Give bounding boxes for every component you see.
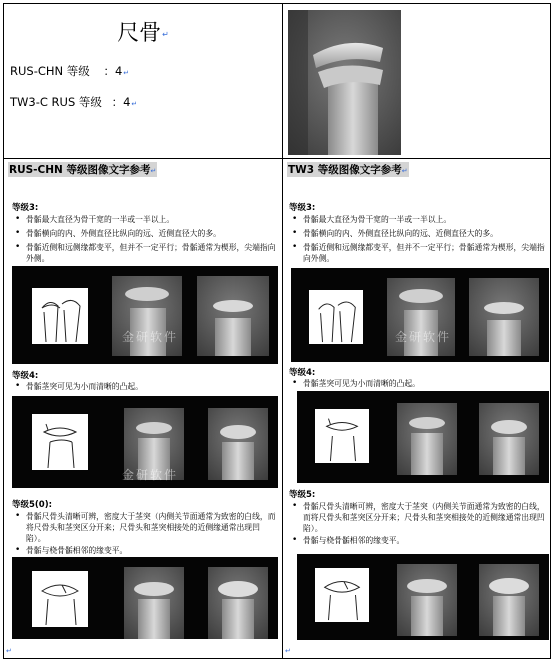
- rus-grade3-bullet-2: • 骨骺横向的内、外侧直径比纵向的远、近侧直径大的多。: [12, 228, 277, 239]
- grade3-xray-2: [469, 278, 539, 356]
- rus-grade-line: RUS-CHN 等级 ：4↵: [10, 64, 130, 78]
- rus-grade3-figure: [12, 266, 278, 364]
- rus-grade3-bullet-1: • 骨骺最大直径为骨干宽的一半或一半以上。: [12, 214, 277, 225]
- grade4-xray-1: [397, 403, 457, 475]
- rus-grade5-figure: [12, 557, 278, 639]
- rus-chn-column: [4, 159, 282, 658]
- rus-grade5-title: 等级5(0):: [12, 500, 52, 510]
- grade5-xray-1: [124, 567, 184, 639]
- tw3-grade4-title: 等级4:: [289, 368, 316, 378]
- tw3-grade5-bullet-2: • 骨骺与桡骨骺相邻的缘变平。: [289, 535, 547, 546]
- header-cell: [4, 4, 282, 158]
- rus-grade4-title: 等级4:: [12, 371, 39, 381]
- tw3-grade5-bullet-1: • 骨骺尺骨头清晰可辨，密度大于茎突（内侧关节面通常为致密的白线，而将尺骨头和茎突区分开来；尺骨头和茎突相接处的近侧缘通常出现凹陷）。: [289, 501, 547, 534]
- watermark: 金研软件: [122, 330, 179, 344]
- grade5-xray-2: [208, 567, 268, 639]
- tw3-grade-value: ：4: [111, 95, 131, 109]
- tw3-grade4-bullet-1: • 骨骺茎突可见为小而清晰的凸起。: [289, 378, 547, 389]
- watermark: 金研软件: [122, 468, 179, 482]
- tw3-column: [283, 159, 552, 658]
- tw3-grade5-figure: [297, 554, 549, 640]
- rus-grade-label: RUS-CHN 等级: [10, 64, 90, 78]
- tw3-grade4-figure: [297, 391, 549, 483]
- grade5-xray-1: [397, 564, 457, 636]
- ulna-xray-image: [288, 10, 401, 155]
- rus-grade3-bullet-3: • 骨骺近侧和远侧缘都变平，但并不一定平行；骨骺通常为楔形，尖端指向外侧。: [12, 242, 277, 264]
- grade3-sketch: [309, 290, 363, 344]
- tw3-grade5-title: 等级5:: [289, 490, 316, 500]
- grade4-sketch: [32, 414, 88, 470]
- grade5-sketch: [315, 568, 369, 622]
- rus-grade5-bullet-2: • 骨骺与桡骨骺相邻的缘变平。: [12, 545, 277, 556]
- tw3-grade3-bullet-1: • 骨骺最大直径为骨干宽的一半或一半以上。: [289, 214, 547, 225]
- grade3-sketch: [32, 288, 88, 344]
- grade5-xray-2: [479, 564, 539, 636]
- page-title: 尺骨↵: [117, 21, 169, 46]
- tw3-heading: TW3 等级图像文字参考↵: [288, 164, 408, 176]
- grade4-sketch: [315, 409, 369, 463]
- grade4-xray-2: [479, 403, 539, 475]
- rus-grade4-bullet-1: • 骨骺茎突可见为小而清晰的凸起。: [12, 381, 277, 392]
- grade5-sketch: [32, 571, 88, 627]
- tw3-grade3-figure: [291, 268, 549, 362]
- watermark: 金研软件: [395, 330, 452, 344]
- tw3-grade3-bullet-2: • 骨骺横向的内、外侧直径比纵向的远、近侧直径大的多。: [289, 228, 547, 239]
- document-page: [3, 3, 551, 659]
- rus-grade3-title: 等级3:: [12, 203, 39, 213]
- tw3-grade-label: TW3-C RUS 等级: [10, 95, 102, 109]
- tw3-grade3-bullet-3: • 骨骺近侧和远侧缘都变平，但并不一定平行；骨骺通常为楔形，尖端指向外侧。: [289, 242, 547, 264]
- paragraph-mark: ↵: [285, 647, 291, 655]
- grade3-xray-2: [197, 276, 269, 356]
- paragraph-mark: ↵: [6, 647, 12, 655]
- rus-grade4-figure: [12, 396, 278, 488]
- rus-chn-heading: RUS-CHN 等级图像文字参考↵: [9, 164, 157, 176]
- rus-grade5-bullet-1: • 骨骺尺骨头清晰可辨，密度大于茎突（内侧关节面通常为致密的白线，而将尺骨头和茎突区分开来；尺骨头和茎突相接处的近侧缘通常出现凹陷）。: [12, 511, 277, 544]
- tw3-grade-line: TW3-C RUS 等级 ：4↵: [10, 95, 138, 109]
- rus-grade-value: ：4: [103, 64, 123, 78]
- tw3-grade3-title: 等级3:: [289, 203, 316, 213]
- grade4-xray-2: [208, 408, 268, 480]
